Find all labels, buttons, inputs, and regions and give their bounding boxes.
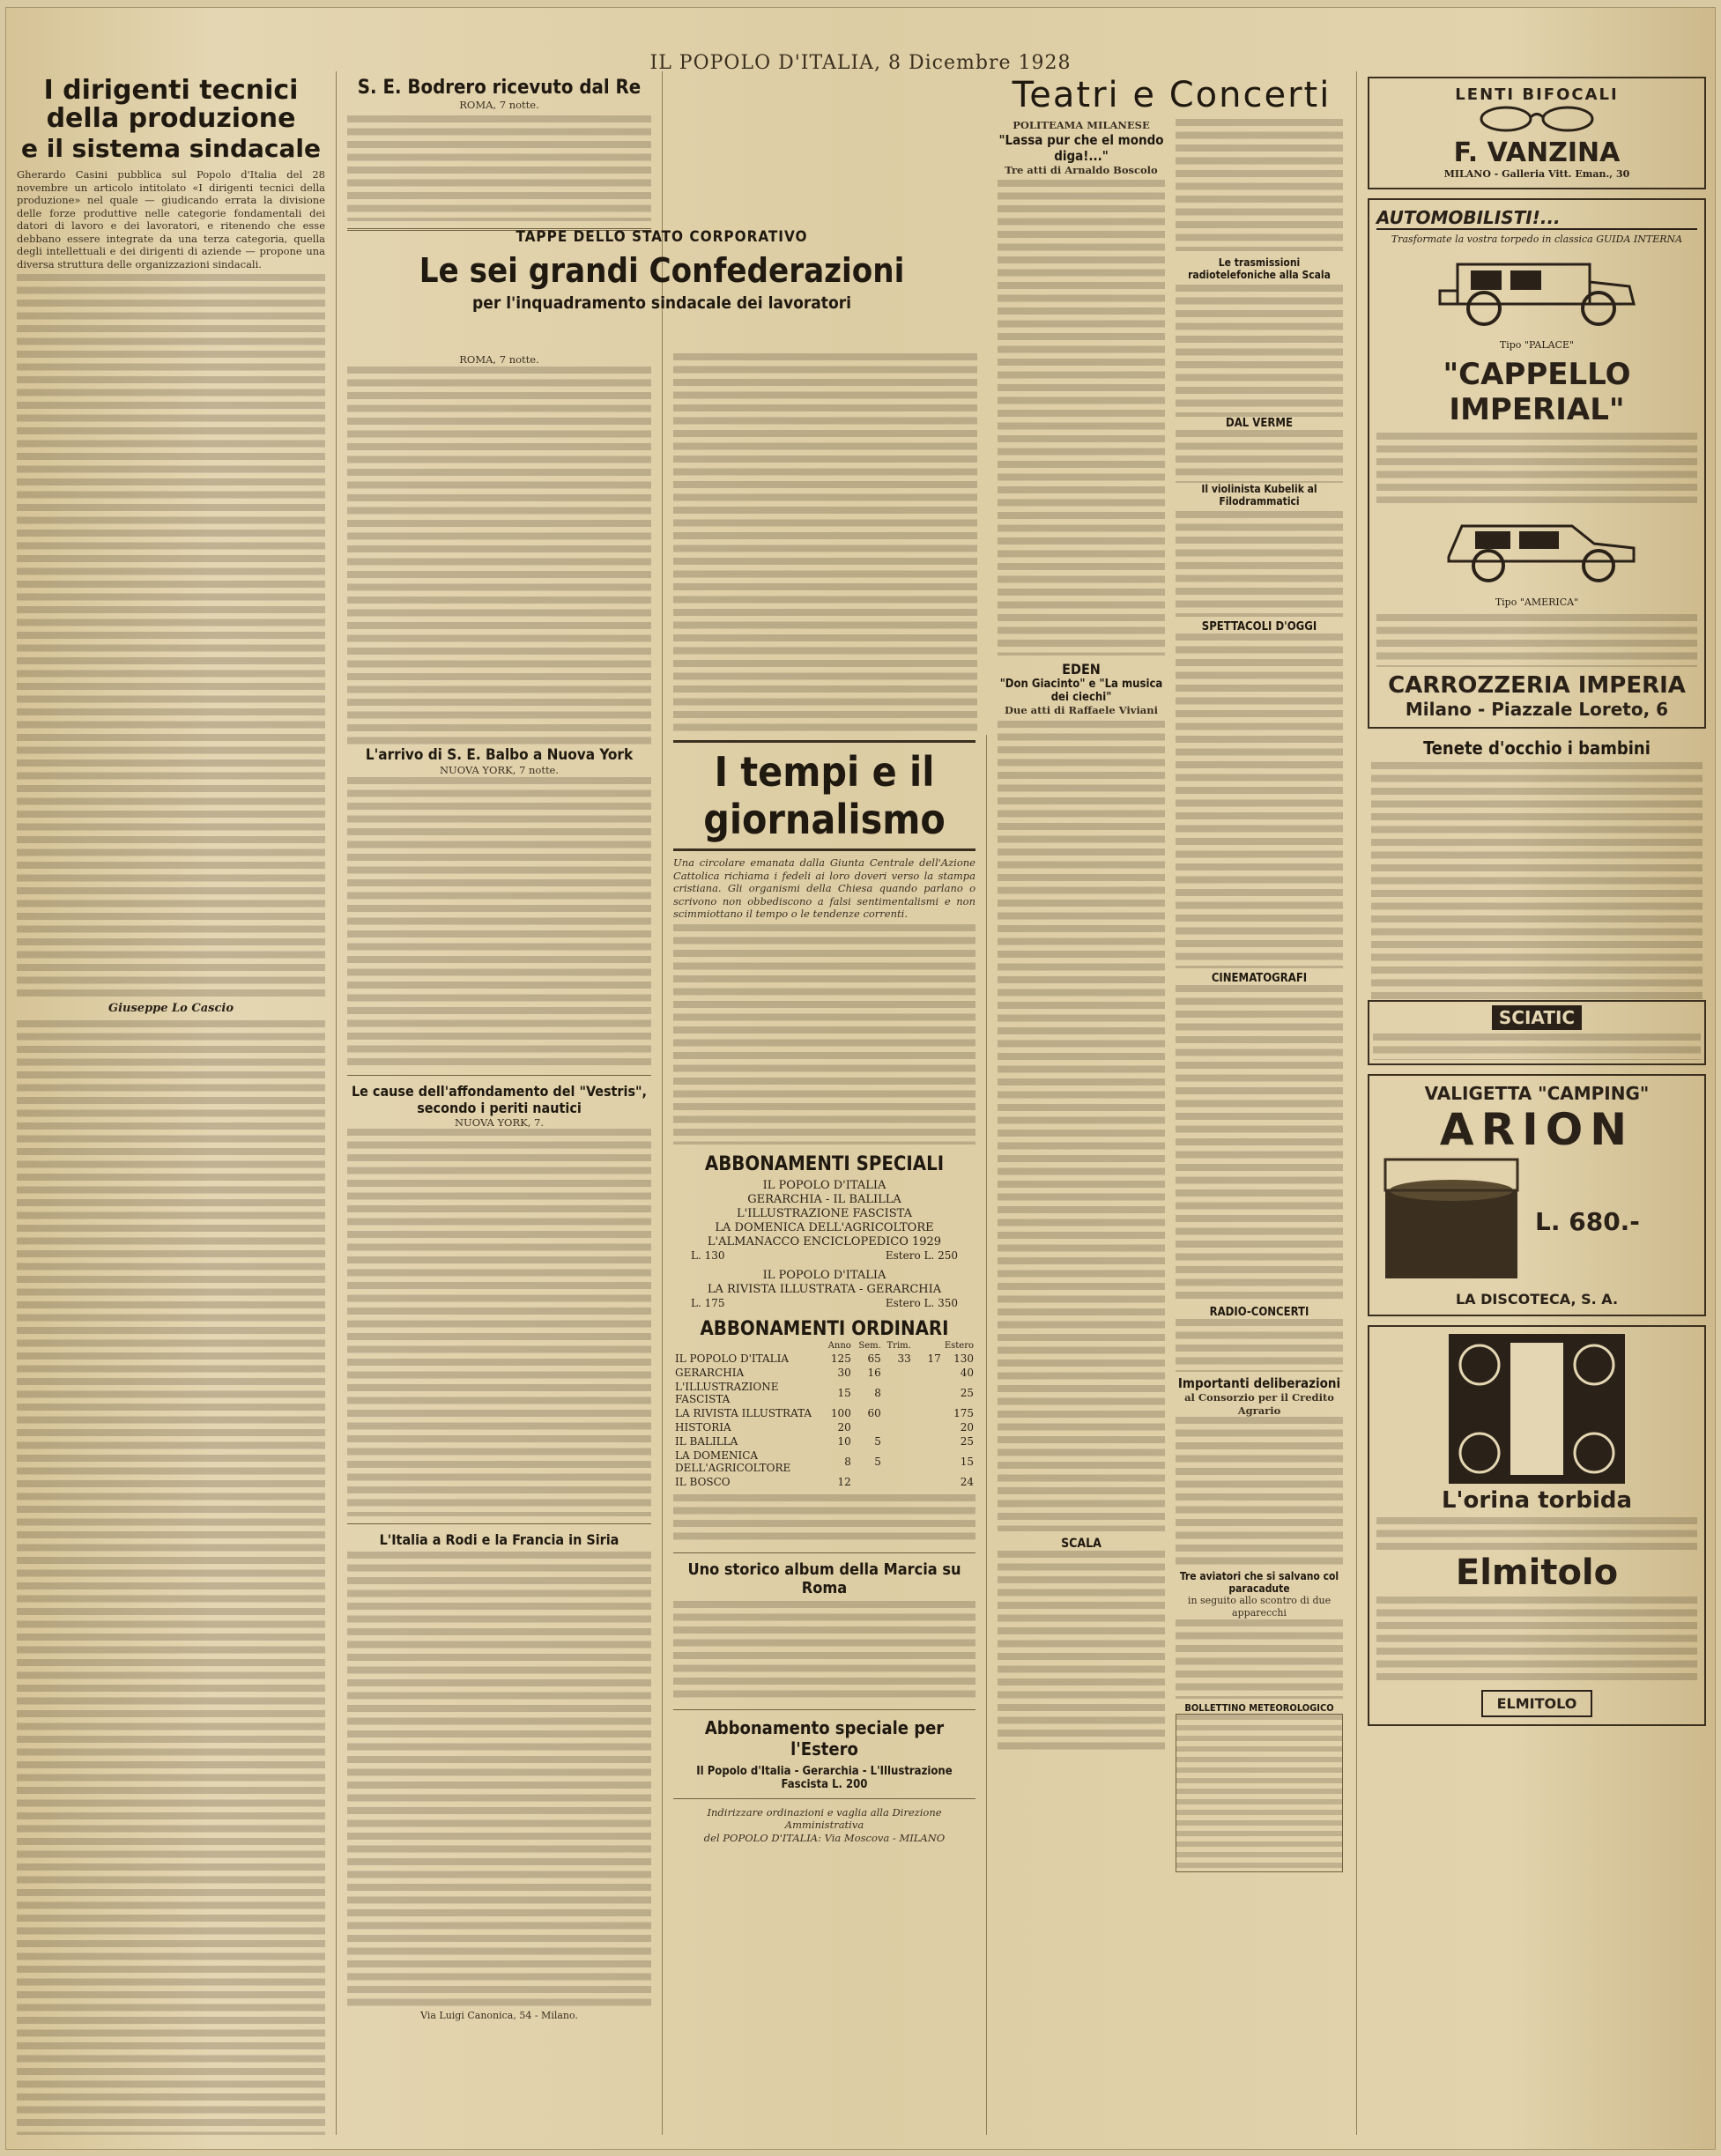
headline-trasmissioni: Le trasmissioni radiotelefoniche alla Scala [1188,256,1331,281]
story-balbo: L'arrivo di S. E. Balbo a Nuova York NUOVA YORK, 7 notte. Le cause dell'affondamento del "Vestris", secondo i periti nautici NUOVA YORK, 7. L'Italia a Rodi e la Francia in Siria Via Luigi Canonica, 54 - Milano. [347,746,651,2022]
special-price: L. 130 [691,1248,725,1262]
meteo-title: BOLLETTINO METEOROLOGICO [1184,1702,1334,1714]
elmitolo-tube: ELMITOLO [1481,1690,1593,1717]
table-row: IL BOSCO 12 24 [675,1475,974,1488]
column-4: Teatri e Concerti POLITEAMA MILANESE "Lassa pur che el mondo diga!..." Tre atti di Arnaldo Boscolo EDEN "Don Giacinto" e "La musica dei ciechi" Due atti di Raffaele Viviani SCALA Le trasmissioni radiotelefoniche alla Scala DAL VERME Il violinista Kubelik al Filodrammatici SPETTACOLI D'OGGI CINEMATOGRAFI RADIO-CONCERTI Importanti deliberazioni al Consorzio per il Credito Agrario Tre aviatori che si salvano col paracadute in seguito allo scontro di due apparecchi BOLLETTINO METEOROLOGICO [987,71,1357,2135]
dateline: ROMA, 7 notte. [459,99,539,111]
table-row: IL BALILLA 10 5 25 [675,1434,974,1448]
special-subs-title: ABBONAMENTI SPECIALI [704,1152,945,1175]
confederazioni-text-right [673,353,977,732]
article-body-text [347,115,651,221]
headline-eden: EDEN [1062,661,1101,678]
ad-elmitolo: L'orina torbida Elmitolo ELMITOLO [1368,1325,1706,1726]
ad-sciatic: SCIATIC [1368,1000,1706,1065]
headline-vestris: Le cause dell'affondamento del "Vestris", secondo i periti nautici [351,1082,647,1116]
headline-dirigenti: I dirigenti tecnici della produzione [43,75,299,134]
confederazioni-text-left: ROMA, 7 notte. [347,353,651,732]
table-row: IL POPOLO D'ITALIA 125 65 33 17 130 [675,1352,974,1365]
column-1 [6,71,337,2135]
car-icon [1422,508,1651,588]
column-3: I tempi e il giornalismo Una circolare emanata dalla Giunta Centrale dell'Azione Cattolica richiama i fedeli ai loro doveri verso la stampa cristiana. Gli organismi della Chiesa quando parlano o scrivono non obbediscono a falsi sentimentalismi e non scimmiottano il tempo o le tendenze correnti. ABBONAMENTI SPECIALI IL POPOLO D'ITALIA GERARCHIA - IL BALILLA L'ILLUSTRAZIONE FASCISTA LA DOMENICA DELL'AGRICOLTORE L'ALMANACCO ENCICLOPEDICO 1929 L. 130 Estero L. 250 IL POPOLO D'ITALIA LA RIVISTA ILLUSTRATA - GERARCHIA L. 175 Estero L. 350 ABBONAMENTI ORDINARI Anno Sem. Trim. Estero IL POPOLO D'ITALIA 125 65 33 17 130 GERARCHIA 30 16 40 L'ILLUSTRAZIONE FASCISTA 15 8 25 LA RIVISTA ILLUSTRATA 100 60 175 HISTORIA 20 20 IL BALILLA 10 5 25 LA DOMENICA DELL'AGRICOLTORE 8 5 15 IL BOSCO 12 24 Uno storico album della Marcia su Roma Abbonamento speciale per l'Estero Il Popolo d'Italia - Gerarchia - L'Illustrazione Fascista L. 200 Indirizzare ordinazioni e vaglia alla Direzione Amministrativa del POPOLO D'ITALIA: Via Moscova - MILANO [663,735,987,2135]
section-kicker: TAPPE DELLO STATO CORPORATIVO [516,228,808,246]
confederazioni-header [337,228,987,313]
table-row: L'ILLUSTRAZIONE FASCISTA 15 8 25 [675,1380,974,1405]
headline-dirigenti-sub: e il sistema sindacale [20,134,322,163]
headline-bodrero: S. E. Bodrero ricevuto dal Re [357,77,642,99]
special-subs-list: IL POPOLO D'ITALIA GERARCHIA - IL BALILLA L'ILLUSTRAZIONE FASCISTA LA DOMENICA DELL'AGRICOLTORE L'ALMANACCO ENCICLOPEDICO 1929 [707,1178,942,1248]
estero-line: Il Popolo d'Italia - Gerarchia - L'Illustrazione Fascista L. 200 [696,1764,953,1791]
footer-address: Via Luigi Canonica, 54 - Milano. [420,2010,578,2021]
masthead: IL POPOLO D'ITALIA, 8 Dicembre 1928 [649,52,1072,74]
giornalismo-intro: Una circolare emanata dalla Giunta Centrale dell'Azione Cattolica richiama i fedeli ai loro doveri verso la stampa cristiana. Gli organismi della Chiesa quando parlano o scrivono non obbediscono a falsi sentimentalismi e non scimmiottano il tempo o le tendenze correnti. [673,856,975,920]
headline-deliberazioni: Importanti deliberazioni [1177,1375,1341,1391]
article-signature: Giuseppe Lo Cascio [108,1002,234,1016]
subheadline-confederazioni: per l'inquadramento sindacale dei lavoratori [471,293,852,313]
table-row: LA RIVISTA ILLUSTRATA 100 60 175 [675,1406,974,1419]
headline-kubelik: Il violinista Kubelik al Filodrammatici [1201,483,1317,508]
section-teatri: Teatri e Concerti [1012,75,1332,115]
ordinary-subs-table: Anno Sem. Trim. Estero IL POPOLO D'ITALIA 125 65 33 17 130 GERARCHIA 30 16 40 L'ILLUSTRAZIONE FASCISTA 15 8 25 LA RIVISTA ILLUSTRATA 100 60 175 HISTORIA 20 20 IL BALILLA 10 5 25 LA DOMENICA DELL'AGRICOLTORE 8 5 15 IL BOSCO 12 24 [675,1340,974,1488]
ad-bambini: Tenete d'occhio i bambini [1368,737,1706,1000]
spettacoli-title: SPETTACOLI D'OGGI [1201,620,1317,633]
bayer-logo-icon [1449,1334,1625,1484]
column-5-ads [1357,71,1717,2135]
article-lead: Gherardo Casini pubblica sul Popolo d'Italia del 28 novembre un articolo intitolato «I dirigenti tecnici della produzione» nel quale — giudicando errata la divisione delle forze produttive nelle categorie fondamentali dei datori di lavoro e dei lavoratori, e ritenendo che esse debbano essere integrate da una terza categoria, quella degli intellettuali e dei dirigenti di aziende — propone una diversa struttura delle organizzazioni sindacali. [17,168,325,270]
meteo-table [1176,1714,1343,1872]
footer-line-2: del POPOLO D'ITALIA: Via Moscova - MILANO [703,1831,946,1844]
special-estero: Estero L. 250 [885,1248,958,1262]
storico-album-title: Uno storico album della Marcia su Roma [687,1560,961,1597]
article-body-text [17,274,325,997]
spectacles-icon [1466,104,1607,134]
headline-giornalismo: I tempi e il giornalismo [673,740,975,851]
gramophone-icon [1376,1155,1526,1287]
estero-title: Abbonamento speciale per l'Estero [704,1716,945,1760]
table-row: GERARCHIA 30 16 40 [675,1366,974,1379]
ad-carrozzeria: AUTOMOBILISTI!... Trasformate la vostra torpedo in classica GUIDA INTERNA Tipo "PALACE" "CAPPELLO IMPERIAL" Tipo "AMERICA" CARROZZERIA IMPERIA Milano - Piazzale Loreto, 6 [1368,198,1706,729]
article-body-text-2 [17,1020,325,2135]
radio-title: RADIO-CONCERTI [1209,1306,1309,1319]
headline-rodi: L'Italia a Rodi e la Francia in Siria [379,1531,619,1548]
headline-lassa: "Lassa pur che el mondo diga!..." [998,131,1164,164]
table-row: LA DOMENICA DELL'AGRICOLTORE 8 5 15 [675,1448,974,1474]
table-row: HISTORIA 20 20 [675,1420,974,1434]
ad-lenti: LENTI BIFOCALI F. VANZINA MILANO - Galleria Vitt. Eman., 30 [1368,77,1706,189]
cinema-title: CINEMATOGRAFI [1211,972,1308,985]
newspaper-page [5,7,1716,2150]
ordinary-subs-title: ABBONAMENTI ORDINARI [700,1317,949,1340]
headline-balbo: L'arrivo di S. E. Balbo a Nuova York [365,746,634,764]
footer-line-1: Indirizzare ordinazioni e vaglia alla Direzione Amministrativa [707,1805,942,1831]
ad-arion: VALIGETTA "CAMPING" ARION L. 680.- LA DISCOTECA, S. A. [1368,1074,1706,1316]
car-icon [1422,251,1651,330]
headline-confederazioni: Le sei grandi Confederazioni [419,251,905,290]
headline-aviatori: Tre aviatori che si salvano col paracadute [1179,1570,1339,1595]
